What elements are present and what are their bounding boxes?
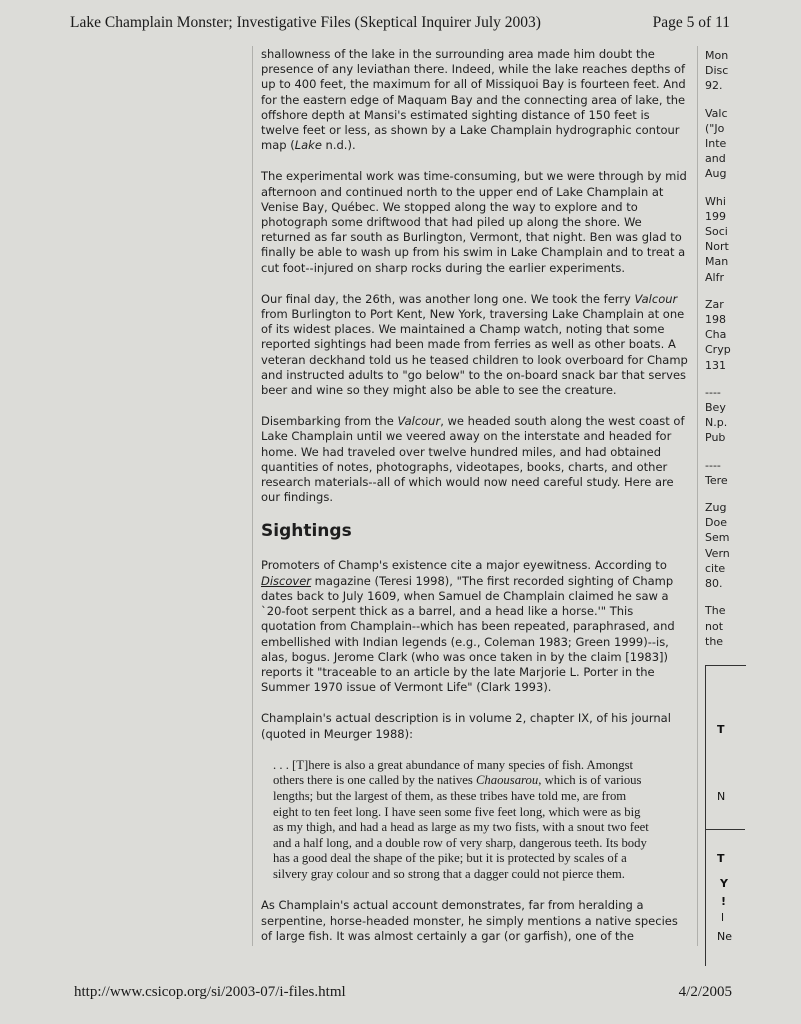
paragraph: Promoters of Champ's existence cite a major eyewitness. According to Discover magazine (Teresi 1998), "The first recorded sighting of Champ dates back to July 1609, when Samuel de Champlain claimed he saw a `20-foot serpent thick as a barrel, and a head like a horse.'" This quotation from Champlain--which has been repeated, paraphrased, and embellished with Indian legends (e.g., Coleman 1983; Green 1999)--is, alas, bogus. Jerome Clark (who was once taken in by the claim [1983]) reports it "traceable to an article by the late Marjorie L. Porter in the Summer 1970 issue of Vermont Life" (Clark 1993).	[261, 558, 675, 695]
reference-fragment: Whi	[705, 194, 726, 208]
box-text: l	[721, 911, 725, 924]
paragraph: Champlain's actual description is in volume 2, chapter IX, of his journal (quoted in Meurger 1988):	[261, 711, 671, 741]
reference-fragment: ----	[705, 458, 721, 472]
reference-fragment: Inte	[705, 137, 727, 151]
discover-link[interactable]: Discover	[261, 573, 312, 588]
box-text: !	[721, 895, 727, 908]
reference-fragment: cite	[705, 561, 726, 575]
reference-group	[705, 48, 735, 94]
reference-fragment: and	[705, 152, 726, 166]
footer-date: 4/2/2005	[678, 984, 732, 1000]
reference-fragment: 198	[705, 313, 726, 327]
reference-fragment: ("Jo	[705, 121, 725, 135]
reference-fragment: 131	[705, 358, 726, 372]
header-title: Lake Champlain Monster; Investigative Files (Skeptical Inquirer July 2003)	[70, 14, 541, 31]
box-text: T	[717, 723, 725, 736]
reference-fragment: Soci	[705, 225, 728, 239]
box-text: Y	[720, 877, 728, 890]
reference-group	[705, 603, 735, 649]
reference-group	[705, 500, 735, 591]
print-header	[70, 14, 730, 36]
reference-group	[705, 194, 735, 285]
reference-fragment: Nort	[705, 240, 729, 254]
reference-fragment: 92.	[705, 79, 723, 93]
left-column-rule	[252, 46, 253, 946]
reference-fragment: The	[705, 604, 726, 618]
reference-fragment: N.p.	[705, 416, 728, 430]
reference-group	[705, 297, 735, 373]
box-text: T	[717, 852, 725, 865]
reference-fragment: ----	[705, 385, 721, 399]
reference-fragment: Vern	[705, 546, 730, 560]
references-sidebar	[705, 48, 735, 661]
reference-fragment: Zug	[705, 501, 727, 515]
reference-fragment: the	[705, 634, 724, 648]
reference-fragment: Mon	[705, 49, 729, 62]
box-text: N	[717, 790, 726, 803]
print-footer	[74, 984, 732, 1004]
footer-url: http://www.csicop.org/si/2003-07/i-files.html	[74, 984, 346, 1000]
reference-group	[705, 458, 735, 488]
paragraph: shallowness of the lake in the surrounding area made him doubt the presence of any leviathan there. Indeed, while the lake reaches depths of up to 400 feet, the maximum for all of Missiquoi Bay is fourteen feet. And for the eastern edge of Maquam Bay and the connecting area of lake, the offshore depth at Mansi's estimated sighting distance of 150 feet is twelve feet or less, as shown by a Lake Champlain hydrographic contour map (Lake n.d.).	[261, 47, 686, 153]
right-column-rule	[697, 46, 698, 946]
paragraph: The experimental work was time-consuming, but we were through by mid afternoon and continued north to the upper end of Lake Champlain at Venise Bay, Québec. We stopped along the way to explore and to photograph some driftwood that had piled up along the shore. We returned as far south as Burlington, Vermont, that night. Ben was glad to finally be able to wash up from his swim in Lake Champlain and to treat a cut foot--injured on sharp rocks during the earlier experiments.	[261, 169, 687, 275]
reference-fragment: Doe	[705, 516, 727, 530]
reference-fragment: Alfr	[705, 270, 724, 284]
reference-fragment: Aug	[705, 167, 727, 181]
reference-fragment: Tere	[705, 473, 728, 487]
reference-fragment: Sem	[705, 531, 730, 545]
reference-fragment: Bey	[705, 401, 726, 415]
reference-fragment: Cha	[705, 328, 727, 342]
reference-group	[705, 106, 735, 182]
reference-group	[705, 385, 735, 446]
box-divider	[705, 829, 745, 830]
sidebar-box	[705, 665, 746, 966]
reference-fragment: Man	[705, 255, 729, 269]
blockquote: . . . [T]here is also a great abundance of many species of fish. Amongst others there is one called by the natives Chaousarou, which is of various lengths; but the largest of them, as these tribes have told me, are from eight to ten feet long. I have seen some five feet long, which were as big as my thigh, and had a head as large as my two fists, with a snout two feet and a half long, and a double row of very sharp, dangerous teeth. Its body has a good deal the shape of the pike; but it is protected by scales of a silvery gray colour and so strong that a dagger could not pierce them.	[273, 757, 649, 881]
paragraph: As Champlain's actual account demonstrates, far from heralding a serpentine, horse-headed monster, he simply mentions a native species of large fish. It was almost certainly a gar (or garfish), one of the	[261, 898, 678, 943]
reference-fragment: Disc	[705, 64, 729, 78]
paragraph: Disembarking from the Valcour, we headed south along the west coast of Lake Champlain until we veered away on the interstate and headed for home. We had traveled over twelve hundred miles, and had obtained quantities of notes, photographs, videotapes, books, charts, and other research materials--all of which would now need careful study. Here are our findings.	[261, 414, 685, 505]
section-heading: Sightings	[261, 521, 352, 542]
page-number: Page 5 of 11	[652, 14, 730, 31]
reference-fragment: 80.	[705, 577, 723, 591]
reference-fragment: Cryp	[705, 343, 731, 357]
reference-fragment: Pub	[705, 431, 726, 445]
paragraph: Our final day, the 26th, was another long one. We took the ferry Valcour from Burlington to Port Kent, New York, traversing Lake Champlain at one of its widest places. We maintained a Champ watch, noting that some reported sightings had been made from ferries as well as other boats. A veteran deckhand told us he teased children to look overboard for Champ and instructed adults to "go below" to the on-board snack bar that serves beer and wine so they might also be able to see the creature.	[261, 291, 688, 398]
reference-fragment: 199	[705, 209, 726, 223]
reference-fragment: Valc	[705, 106, 728, 120]
box-text: Ne	[717, 930, 732, 943]
reference-fragment: not	[705, 619, 724, 633]
article-body	[261, 47, 689, 960]
reference-fragment: Zar	[705, 297, 724, 311]
